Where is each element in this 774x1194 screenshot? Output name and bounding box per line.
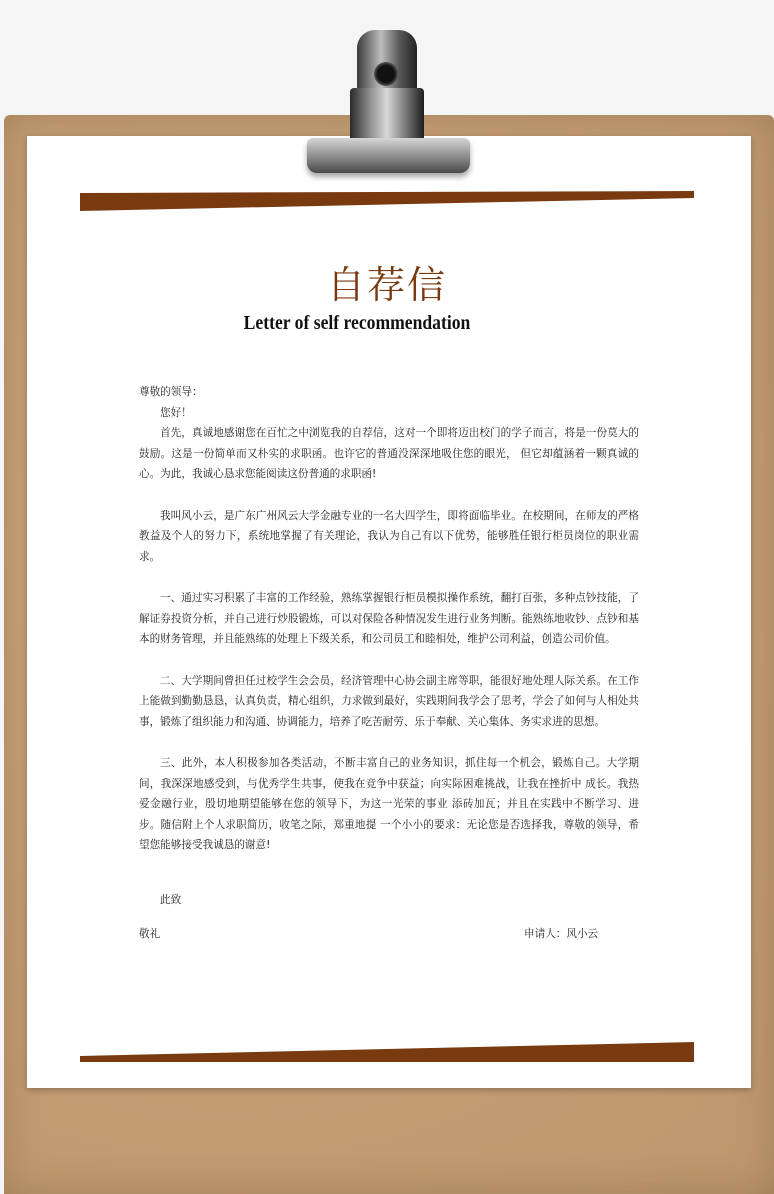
title-chinese: 自荐信 <box>326 263 447 307</box>
paragraph-3: 一、通过实习积累了丰富的工作经验，熟练掌握银行柜员模拟操作系统，翻打百张，多种点钞技能，了解证券投资分析，并自己进行炒股锻炼，可以对保险各种情况发生进行业务判断。能熟练地收钞、点钞和基本的财务管理，并且能熟练的处理上下级关系，和公司员工和睦相处，维护公司利益，创造公司价值。 <box>139 592 639 645</box>
closing-cizhi: 此致 <box>160 894 182 906</box>
closing-jingli: 敬礼 <box>139 928 161 940</box>
paragraph-2: 我叫风小云，是广东广州风云大学金融专业的一名大四学生，即将面临毕业。在校期间，在师友的严格 教益及个人的努力下，系统地掌握了有关理论，我认为自己有以下优势，能够胜任银行柜员岗位的职业需求。 <box>139 509 639 563</box>
salutation: 尊敬的领导： <box>139 386 203 398</box>
binder-clip <box>295 28 480 178</box>
title-english: Letter of self recommendation <box>243 312 471 334</box>
paragraph-4: 二、大学期间曾担任过校学生会会员，经济管理中心协会副主席等职，能很好地处理人际关系。在工作上能做到勤勤恳恳，认真负责，精心组织，力求做到最好，实践期间我学会了思考，学会了如何与人相处共事，锻炼了组织能力和沟通、协调能力，培养了吃苦耐劳、乐于奉献、关心集体、务实求进的思想。 <box>139 674 639 728</box>
letter-body <box>139 382 639 856</box>
paragraph-1: 首先，真诚地感谢您在百忙之中浏览我的自荐信，这对一个即将迈出校门的学子而言，将是一份莫大的鼓励。这是一份简单而又朴实的求职函。也许它的普通没深深地吸住您的眼光， 但它却蕴涵着一颗真诚的心。为此，我诚心恳求您能阅读这份普通的求职函! <box>139 427 639 480</box>
clip-hole <box>374 62 398 86</box>
clip-base <box>307 138 470 173</box>
paragraph-5: 三、此外，本人积极参加各类活动，不断丰富自己的业务知识，抓住每一个机会，锻炼自己。大学期间，我深深地感受到，与优秀学生共事，使我在竞争中获益；向实际困难挑战，让我在挫折中 成长。我热爱金融行业，殷切地期望能够在您的领导下，为这一光荣的事业 添砖加瓦；并且在实践中不断学习、进步。随信附上个人求职简历，收笔之际，郑重地提 一个小小的要求：无论您是否选择我，尊敬的领导，希望您能够接受我诚恳的谢意! <box>139 757 639 851</box>
signature: 申请人：风小云 <box>524 928 599 940</box>
greeting: 您好！ <box>160 406 192 419</box>
